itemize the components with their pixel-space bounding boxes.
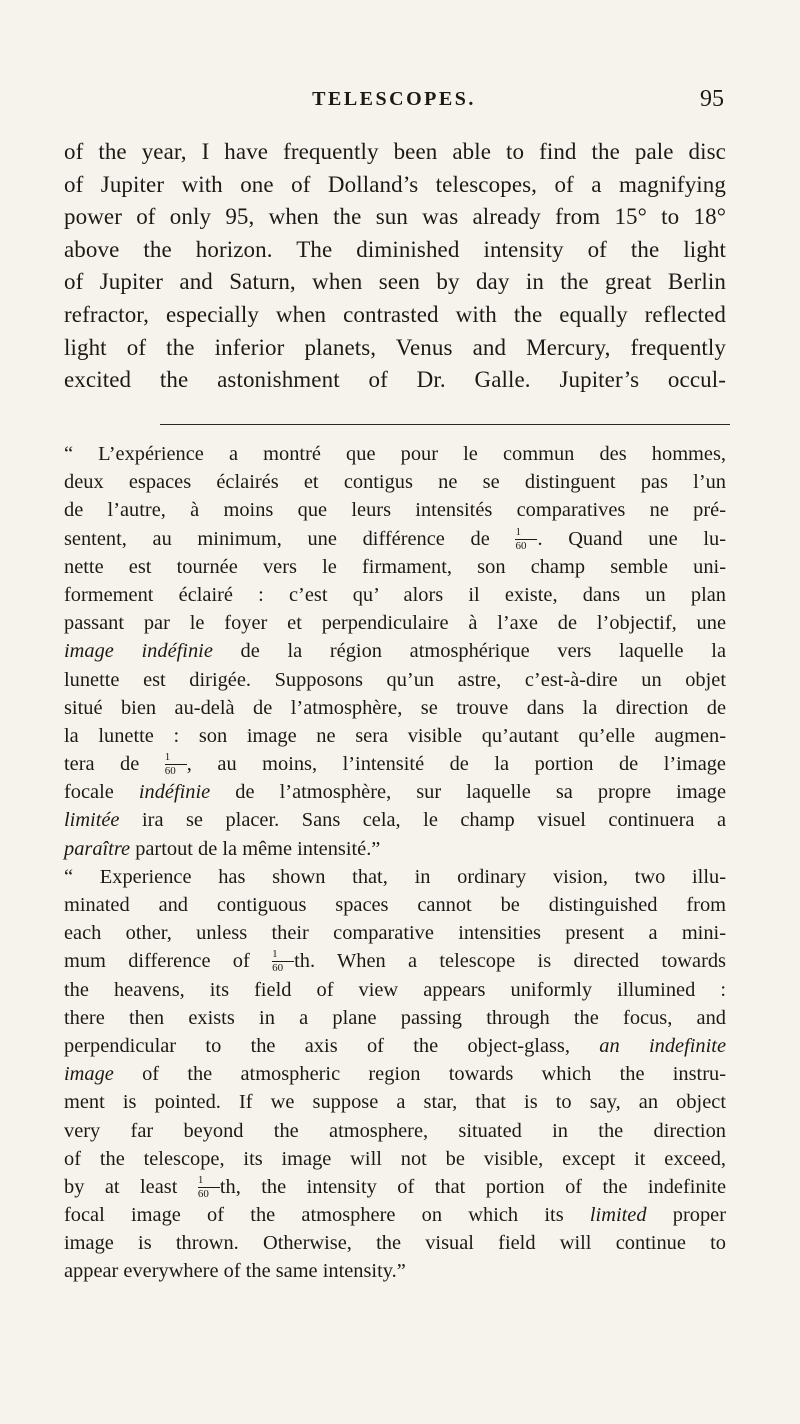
footnote-line: image indéfinie de la région atmosphérique vers laquelle la bbox=[64, 640, 726, 663]
body-line: of Jupiter with one of Dolland’s telescopes, of a magnifying bbox=[64, 171, 726, 197]
fraction-one-sixtieth: $\frac{1}{60}$ bbox=[165, 754, 187, 774]
footnote-line: deux espaces éclairés et contigus ne se distinguent pas l’un bbox=[64, 471, 726, 494]
footnote-line: image is thrown. Otherwise, the visual field will continue to bbox=[64, 1232, 726, 1255]
body-line: light of the inferior planets, Venus and Mercury, frequently bbox=[64, 334, 726, 360]
fraction-one-sixtieth: $\frac{1}{60}$ bbox=[272, 951, 294, 971]
footnote-line: lunette est dirigée. Supposons qu’un astre, c’est-à-dire un objet bbox=[64, 668, 726, 691]
footnote-line: formement éclairé : c’est qu’ alors il existe, dans un plan bbox=[64, 583, 726, 606]
footnote-line: very far beyond the atmosphere, situated in the direction bbox=[64, 1119, 726, 1142]
fraction-one-sixtieth: $\frac{1}{60}$ bbox=[198, 1177, 220, 1197]
footnote-line: there then exists in a plane passing through the focus, and bbox=[64, 1006, 726, 1029]
body-line: of the year, I have frequently been able to find the pale disc bbox=[64, 139, 726, 164]
footnote-line: limitée ira se placer. Sans cela, le champ visuel continuera a bbox=[64, 809, 726, 832]
footnote-line: nette est tournée vers le firmament, son champ semble uni- bbox=[64, 555, 726, 578]
footnote-line: the heavens, its field of view appears uniformly illumined : bbox=[64, 978, 726, 1001]
footnote-rule bbox=[160, 424, 730, 425]
body-line: of Jupiter and Saturn, when seen by day in the great Berlin bbox=[64, 269, 726, 295]
footnote-line: situé bien au-delà de l’atmosphère, se trouve dans la direction de bbox=[64, 696, 726, 719]
page-number: 95 bbox=[700, 86, 724, 112]
body-paragraph bbox=[64, 136, 726, 397]
body-line: power of only 95, when the sun was already from 15° to 18° bbox=[64, 204, 726, 230]
body-line: above the horizon. The diminished intensity of the light bbox=[64, 236, 726, 262]
footnote-line: perpendicular to the axis of the object-glass, an indefinite bbox=[64, 1034, 726, 1057]
body-line: refractor, especially when contrasted with the equally reflected bbox=[64, 301, 726, 327]
footnote-line: by at least $\frac{1}{60}$ th, the intensity of that portion of the indefinite bbox=[64, 1173, 727, 1200]
footnote-line: sentent, au minimum, une différence de $\frac{1}{60}$ . Quand une lu- bbox=[64, 525, 726, 552]
footnote-line: de l’autre, à moins que leurs intensités comparatives ne pré- bbox=[64, 499, 726, 522]
footnote-line: tera de $\frac{1}{60}$ , au moins, l’intensité de la portion de l’image bbox=[64, 751, 726, 778]
footnote-line: mum difference of $\frac{1}{60}$ th. When a telescope is directed towards bbox=[64, 948, 726, 975]
running-title: TELESCOPES. bbox=[312, 88, 476, 110]
footnote-line: passant par le foyer et perpendiculaire à l’axe de l’objectif, une bbox=[64, 612, 726, 635]
footnote-line: “ Experience has shown that, in ordinary vision, two illu- bbox=[64, 865, 726, 888]
footnote-line: of the telescope, its image will not be visible, except it exceed, bbox=[64, 1147, 726, 1170]
footnote-line: appear everywhere of the same intensity.” bbox=[64, 1260, 406, 1283]
fraction-one-sixtieth: $\frac{1}{60}$ bbox=[515, 529, 537, 549]
footnote-line: la lunette : son image ne sera visible qu’autant qu’elle augmen- bbox=[64, 724, 726, 747]
footnote-line: paraître partout de la même intensité.” bbox=[64, 837, 381, 860]
footnote-line: focale indéfinie de l’atmosphère, sur laquelle sa propre image bbox=[64, 781, 726, 804]
running-head bbox=[64, 84, 724, 114]
footnote-line: minated and contiguous spaces cannot be distinguished from bbox=[64, 894, 726, 916]
footnote bbox=[64, 440, 726, 1286]
body-line: excited the astonishment of Dr. Galle. Jupiter’s occul- bbox=[64, 367, 726, 393]
footnote-line: each other, unless their comparative intensities present a mini- bbox=[64, 922, 726, 945]
footnote-line: “ L’expérience a montré que pour le commun des hommes, bbox=[64, 443, 726, 465]
footnote-line: focal image of the atmosphere on which its limited proper bbox=[64, 1204, 726, 1227]
footnote-line: ment is pointed. If we suppose a star, that is to say, an object bbox=[64, 1091, 726, 1114]
footnote-line: image of the atmospheric region towards which the instru- bbox=[64, 1063, 726, 1086]
